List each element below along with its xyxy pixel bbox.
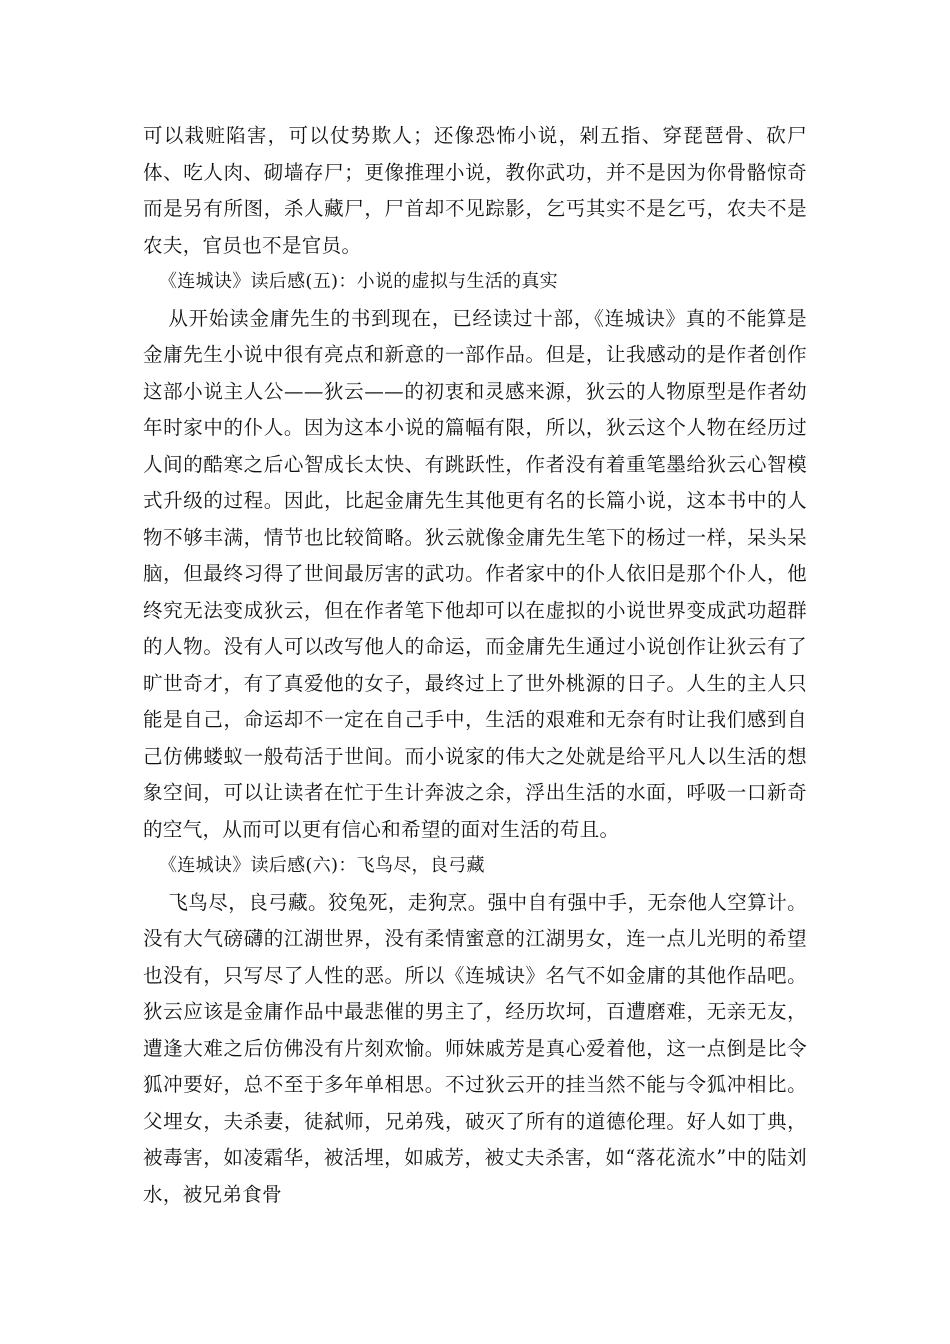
section-heading-five: 《连城诀》读后感(五)：小说的虚拟与生活的真实 (159, 271, 558, 292)
paragraph-section-six: 飞鸟尽，良弓藏。狡兔死，走狗烹。强中自有强中手，无奈他人空算计。没有大气磅礴的江湖世界，没有柔情蜜意的江湖男女，连一点儿光明的希望也没有，只写尽了人性的恶。所以《连城诀》名气不如金庸的其他作品吧。 狄云应该是金庸作品中最悲催的男主了，经历坎坷，百遭磨难，无亲无友，遭逢大难之后仿佛没有片刻欢愉。师妹戚芳是真心爱着他，这一点倒是比令狐冲要好，总不至于多年单相思。不过狄云开的挂当然不能与令狐冲相比。 父埋女，夫杀妻，徒弑师，兄弟残，破灭了所有的道德伦理。好人如丁典，被毒害，如凌霜华，被活埋，如戚芳，被丈夫杀害，如“落花流水”中的陆刘水，被兄弟食骨 (143, 890, 807, 1206)
paragraph-section-five: 从开始读金庸先生的书到现在，已经读过十部，《连城诀》真的不能算是金庸先生小说中很有亮点和新意的一部作品。但是，让我感动的是作者创作这部小说主人公——狄云——的初衷和灵感来源，狄云的人物原型是作者幼年时家中的仆人。因为这本小说的篇幅有限，所以，狄云这个人物在经历过人间的酷寒之后心智成长太快、有跳跃性，作者没有着重笔墨给狄云心智模式升级的过程。因此，比起金庸先生其他更有名的长篇小说，这本书中的人物不够丰满，情节也比较简略。狄云就像金庸先生笔下的杨过一样，呆头呆脑，但最终习得了世间最厉害的武功。作者家中的仆人依旧是那个仆人，他终究无法变成狄云，但在作者笔下他却可以在虚拟的小说世界变成武功超群的人物。没有人可以改写他人的命运，而金庸先生通过小说创作让狄云有了旷世奇才，有了真爱他的女子，最终过上了世外桃源的日子。人生的主人只能是自己，命运却不一定在自己手中，生活的艰难和无奈有时让我们感到自己仿佛蝼蚁一般苟活于世间。而小说家的伟大之处就是给平凡人以生活的想象空间，可以让读者在忙于生计奔波之余，浮出生活的水面，呼吸一口新奇的空气，从而可以更有信心和希望的面对生活的苟且。 (143, 306, 807, 841)
document-page (143, 118, 807, 1213)
paragraph-continued: 可以栽赃陷害，可以仗势欺人；还像恐怖小说，剁五指、穿琵琶骨、砍尸体、吃人肉、砌墙存尸；更像推理小说，教你武功，并不是因为你骨骼惊奇而是另有所图，杀人藏尸，尸首却不见踪影，乞丐其实不是乞丐，农夫不是农夫，官员也不是官员。 (143, 124, 807, 257)
section-heading-six: 《连城诀》读后感(六)：飞鸟尽，良弓藏 (159, 855, 485, 876)
